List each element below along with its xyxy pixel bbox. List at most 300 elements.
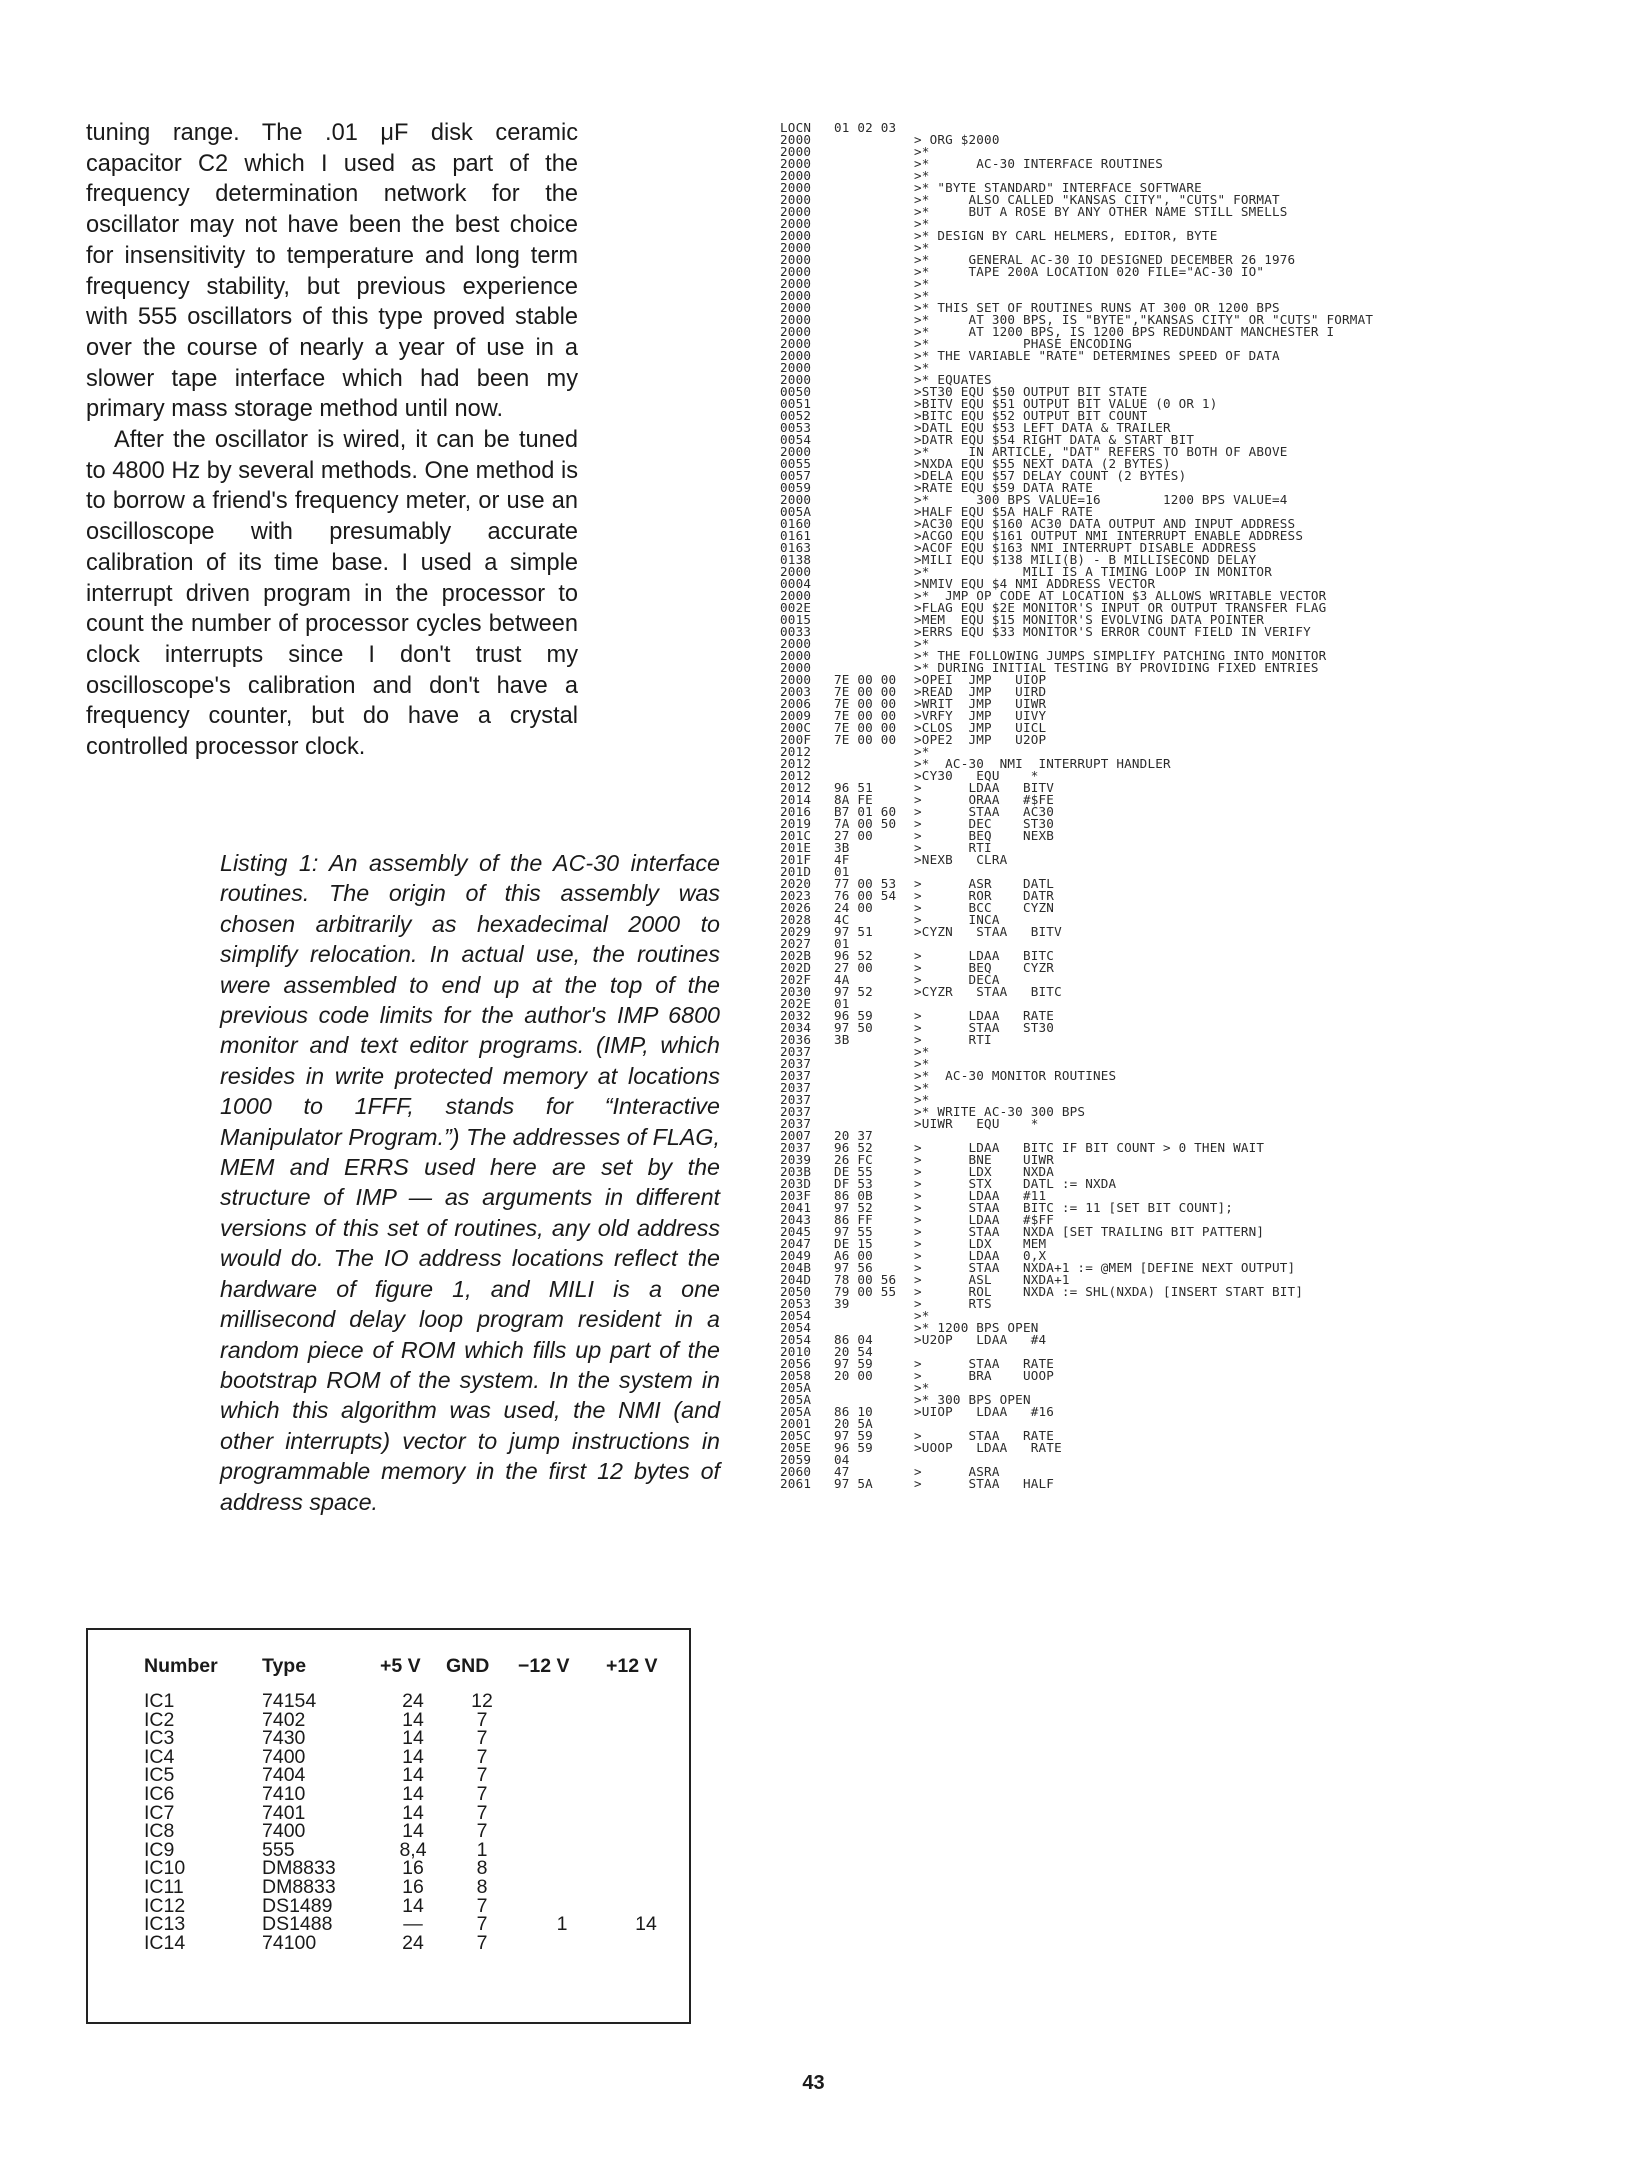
- header-plus12v: +12 V: [606, 1654, 658, 1677]
- ic-number: IC7: [144, 1801, 175, 1824]
- listing-opcodes: 7E 00 00: [834, 710, 897, 722]
- listing-source: > INCA: [914, 914, 1000, 926]
- listing-line: [780, 1214, 1600, 1226]
- listing-line: [780, 674, 1600, 686]
- listing-line: [780, 626, 1600, 638]
- listing-source: >*: [914, 638, 930, 650]
- table-row: [144, 1692, 686, 1711]
- listing-source: > LDAA BITC: [914, 950, 1055, 962]
- listing-opcodes: 86 FF: [834, 1214, 873, 1226]
- listing-address: 2000: [780, 194, 812, 206]
- listing-address: 2056: [780, 1358, 812, 1370]
- listing-source: >UIWR EQU *: [914, 1118, 1039, 1130]
- ic-minus12v: [518, 1822, 606, 1841]
- listing-source: >* 300 BPS OPEN: [914, 1394, 1031, 1406]
- listing-caption: Listing 1: An assembly of the AC-30 interface routines. The origin of this assembly was chosen arbitrarily as hexadecimal 2000 to simplify relocation. In actual use, the routines were assembled to end up at the top of the previous code limits for the author's IMP 6800 monitor and text editor programs. (IMP, which resides in write protected memory at locations 1000 to 1FFF, stands for “Interactive Manipulator Program.”) The addresses of FLAG, MEM and ERRS used here are set by the structure of IMP — as arguments in different versions of this set of routines, any old address would do. The IO address locations reflect the hardware of figure 1, and MILI is a one millisecond delay loop program resident in a random piece of ROM which fills up part of the bootstrap ROM of the system. In the system in which this algorithm was used, the NMI (and other interrupts) vector to jump instructions in programmable memory in the first 12 bytes of address space.: [220, 850, 720, 1515]
- listing-source: >* MILI IS A TIMING LOOP IN MONITOR: [914, 566, 1272, 578]
- listing-line: [780, 1310, 1600, 1322]
- listing-address: 2034: [780, 1022, 812, 1034]
- listing-source: > RTI: [914, 842, 992, 854]
- listing-source: >* EQUATES: [914, 374, 992, 386]
- ic-plus12v: [606, 1692, 686, 1711]
- listing-source: >*: [914, 218, 930, 230]
- ic-gnd: 7: [476, 1801, 488, 1824]
- listing-line: [780, 362, 1600, 374]
- listing-opcodes: 01: [834, 866, 850, 878]
- listing-source: >DELA EQU $57 DELAY COUNT (2 BYTES): [914, 470, 1187, 482]
- listing-source: >READ JMP UIRD: [914, 686, 1047, 698]
- listing-line: [780, 290, 1600, 302]
- listing-source: >* THE VARIABLE "RATE" DETERMINES SPEED OF DATA: [914, 350, 1280, 362]
- listing-line: [780, 1322, 1600, 1334]
- listing-line: [780, 1166, 1600, 1178]
- listing-opcodes: DE 55: [834, 1166, 873, 1178]
- listing-source: >*: [914, 1046, 930, 1058]
- listing-source: >DATL EQU $53 LEFT DATA & TRAILER: [914, 422, 1171, 434]
- listing-address: 005A: [780, 506, 812, 518]
- listing-address: 205E: [780, 1442, 812, 1454]
- listing-line: [780, 1430, 1600, 1442]
- listing-address: LOCN: [780, 122, 812, 134]
- listing-address: 2043: [780, 1214, 812, 1226]
- ic-number: IC1: [144, 1690, 175, 1712]
- listing-line: [780, 254, 1600, 266]
- listing-line: [780, 170, 1600, 182]
- listing-line: [780, 830, 1600, 842]
- listing-line: [780, 650, 1600, 662]
- listing-address: 2001: [780, 1418, 812, 1430]
- ic-number: IC9: [144, 1838, 175, 1861]
- listing-line: [780, 542, 1600, 554]
- listing-opcodes: 27 00: [834, 830, 873, 842]
- listing-address: 202F: [780, 974, 812, 986]
- ic-plus12v: [606, 1841, 686, 1860]
- listing-address: 2000: [780, 134, 812, 146]
- listing-source: > DEC ST30: [914, 818, 1055, 830]
- table-row: [144, 1934, 686, 1953]
- listing-line: [780, 926, 1600, 938]
- listing-source: >* "BYTE STANDARD" INTERFACE SOFTWARE: [914, 182, 1202, 194]
- ic-minus12v: 1: [556, 1913, 568, 1936]
- listing-address: 2000: [780, 350, 812, 362]
- listing-source: >*: [914, 1082, 930, 1094]
- listing-line: [780, 1358, 1600, 1370]
- listing-line: [780, 458, 1600, 470]
- listing-opcodes: 3B: [834, 842, 850, 854]
- ic-table-body: [144, 1692, 686, 1952]
- listing-source: > LDAA #$FF: [914, 1214, 1055, 1226]
- listing-line: [780, 1478, 1600, 1490]
- listing-address: 0055: [780, 458, 812, 470]
- listing-opcodes: 96 52: [834, 1142, 873, 1154]
- listing-line: [780, 1346, 1600, 1358]
- listing-opcodes: 7E 00 00: [834, 674, 897, 686]
- listing-line: [780, 206, 1600, 218]
- listing-source: >*: [914, 146, 930, 158]
- listing-source: >* WRITE AC-30 300 BPS: [914, 1106, 1086, 1118]
- ic-type: 7410: [262, 1782, 306, 1805]
- listing-line: [780, 866, 1600, 878]
- listing-source: >*: [914, 170, 930, 182]
- listing-address: 2000: [780, 158, 812, 170]
- listing-line: [780, 446, 1600, 458]
- listing-opcodes: 96 51: [834, 782, 873, 794]
- listing-address: 204D: [780, 1274, 812, 1286]
- listing-line: [780, 386, 1600, 398]
- listing-address: 200F: [780, 734, 812, 746]
- listing-address: 2000: [780, 674, 812, 686]
- listing-address: 2020: [780, 878, 812, 890]
- listing-address: 2054: [780, 1322, 812, 1334]
- listing-source: >U2OP LDAA #4: [914, 1334, 1047, 1346]
- listing-source: >* GENERAL AC-30 IO DESIGNED DECEMBER 26 1976: [914, 254, 1296, 266]
- ic-type: 7401: [262, 1801, 306, 1824]
- listing-source: > STAA NXDA+1 := @MEM [DEFINE NEXT OUTPUT]: [914, 1262, 1296, 1274]
- listing-source: >VRFY JMP UIVY: [914, 710, 1047, 722]
- body-paragraph-1: tuning range. The .01 μF disk ceramic capacitor C2 which I used as part of the frequency determination network for the oscillator may not have been the best choice for insensitivity to temperature and long term frequency stability, but previous experience with 555 oscillators of this type proved stable over the course of nearly a year of use in a slower tape interface which had been my primary mass storage method until now.: [86, 120, 578, 423]
- listing-address: 203B: [780, 1166, 812, 1178]
- ic-number: IC5: [144, 1764, 175, 1787]
- ic-gnd: 7: [476, 1764, 488, 1787]
- ic-plus12v: [606, 1711, 686, 1730]
- listing-address: 2047: [780, 1238, 812, 1250]
- ic-plus5v: 8,4: [399, 1838, 427, 1861]
- listing-line: [780, 734, 1600, 746]
- listing-address: 2000: [780, 218, 812, 230]
- listing-source: > LDAA #11: [914, 1190, 1047, 1202]
- listing-address: 2019: [780, 818, 812, 830]
- listing-line: [780, 350, 1600, 362]
- listing-address: 0054: [780, 434, 812, 446]
- listing-address: 204B: [780, 1262, 812, 1274]
- listing-address: 2030: [780, 986, 812, 998]
- ic-gnd: 8: [476, 1857, 488, 1880]
- table-row: [144, 1822, 686, 1841]
- listing-address: 2000: [780, 206, 812, 218]
- ic-type: DM8833: [262, 1857, 336, 1880]
- ic-plus12v: [606, 1766, 686, 1785]
- listing-line: [780, 1226, 1600, 1238]
- listing-source: >OPE2 JMP U2OP: [914, 734, 1047, 746]
- listing-address: 203D: [780, 1178, 812, 1190]
- listing-line: [780, 326, 1600, 338]
- listing-address: 2000: [780, 494, 812, 506]
- listing-source: >*: [914, 278, 930, 290]
- listing-line: [780, 158, 1600, 170]
- listing-address: 0160: [780, 518, 812, 530]
- listing-source: > BRA UOOP: [914, 1370, 1055, 1382]
- listing-line: [780, 554, 1600, 566]
- listing-source: > DECA: [914, 974, 1000, 986]
- listing-source: >* THE FOLLOWING JUMPS SIMPLIFY PATCHING INTO MONITOR: [914, 650, 1327, 662]
- listing-source: >* AT 1200 BPS, IS 1200 BPS REDUNDANT MANCHESTER I: [914, 326, 1335, 338]
- listing-address: 0033: [780, 626, 812, 638]
- listing-opcodes: 7E 00 00: [834, 698, 897, 710]
- listing-source: > STAA BITC := 11 [SET BIT COUNT];: [914, 1202, 1234, 1214]
- listing-line: [780, 1454, 1600, 1466]
- ic-type: 7404: [262, 1764, 306, 1787]
- listing-address: 0004: [780, 578, 812, 590]
- listing-address: 205A: [780, 1394, 812, 1406]
- listing-source: >*: [914, 746, 930, 758]
- listing-line: [780, 914, 1600, 926]
- header-number: Number: [144, 1654, 218, 1677]
- listing-address: 2000: [780, 326, 812, 338]
- listing-source: >* 1200 BPS OPEN: [914, 1322, 1039, 1334]
- listing-address: 2000: [780, 662, 812, 674]
- listing-source: > ROL NXDA := SHL(NXDA) [INSERT START BIT]: [914, 1286, 1304, 1298]
- listing-address: 202D: [780, 962, 812, 974]
- ic-number: IC13: [144, 1913, 186, 1936]
- listing-opcodes: 20 00: [834, 1370, 873, 1382]
- listing-address: 200C: [780, 722, 812, 734]
- ic-number: IC12: [144, 1894, 186, 1917]
- listing-address: 0051: [780, 398, 812, 410]
- listing-source: >CYZR STAA BITC: [914, 986, 1062, 998]
- ic-gnd: 8: [476, 1875, 488, 1898]
- table-row: [144, 1785, 686, 1804]
- listing-source: >*: [914, 1382, 930, 1394]
- listing-source: >*: [914, 1058, 930, 1070]
- listing-address: 2000: [780, 374, 812, 386]
- listing-address: 2054: [780, 1310, 812, 1322]
- listing-address: 2000: [780, 338, 812, 350]
- listing-address: 2027: [780, 938, 812, 950]
- page-number: 43: [802, 2072, 825, 2094]
- listing-line: [780, 1262, 1600, 1274]
- listing-opcodes: 24 00: [834, 902, 873, 914]
- listing-line: [780, 1382, 1600, 1394]
- listing-opcodes: 86 04: [834, 1334, 873, 1346]
- ic-type: 7400: [262, 1820, 306, 1843]
- listing-address: 2000: [780, 230, 812, 242]
- listing-line: [780, 146, 1600, 158]
- ic-plus5v: 14: [402, 1745, 424, 1768]
- listing-opcodes: 4A: [834, 974, 850, 986]
- listing-address: 2054: [780, 1334, 812, 1346]
- listing-line: [780, 302, 1600, 314]
- listing-source: >*: [914, 242, 930, 254]
- listing-source: >MILI EQU $138 MILI(B) - B MILLISECOND DELAY: [914, 554, 1257, 566]
- listing-opcodes: 39: [834, 1298, 850, 1310]
- listing-source: >CYZN STAA BITV: [914, 926, 1062, 938]
- body-text-column: [86, 118, 578, 763]
- listing-address: 2000: [780, 638, 812, 650]
- listing-opcodes: 3B: [834, 1034, 850, 1046]
- listing-address: 205A: [780, 1382, 812, 1394]
- header-type: Type: [262, 1654, 307, 1677]
- ic-number: IC11: [144, 1875, 184, 1898]
- listing-address: 205C: [780, 1430, 812, 1442]
- listing-address: 2010: [780, 1346, 812, 1358]
- listing-source: > BEQ NEXB: [914, 830, 1055, 842]
- ic-plus5v: 14: [402, 1782, 424, 1805]
- listing-address: 2061: [780, 1478, 812, 1490]
- listing-opcodes: 97 52: [834, 1202, 873, 1214]
- ic-gnd: 7: [476, 1931, 488, 1954]
- listing-source: >* IN ARTICLE, "DAT" REFERS TO BOTH OF ABOVE: [914, 446, 1288, 458]
- listing-address: 0163: [780, 542, 812, 554]
- listing-opcodes: 8A FE: [834, 794, 873, 806]
- ic-gnd: 7: [476, 1708, 488, 1731]
- listing-line: [780, 962, 1600, 974]
- listing-address: 2036: [780, 1034, 812, 1046]
- listing-source: > LDAA RATE: [914, 1010, 1055, 1022]
- listing-line: [780, 578, 1600, 590]
- listing-address: 2028: [780, 914, 812, 926]
- ic-gnd: 7: [476, 1913, 488, 1936]
- listing-opcodes: 20 5A: [834, 1418, 873, 1430]
- listing-source: >UOOP LDAA RATE: [914, 1442, 1062, 1454]
- listing-line: [780, 890, 1600, 902]
- listing-address: 205A: [780, 1406, 812, 1418]
- listing-address: 2012: [780, 758, 812, 770]
- listing-line: [780, 602, 1600, 614]
- ic-plus12v: [606, 1859, 686, 1878]
- listing-address: 2050: [780, 1286, 812, 1298]
- listing-source: >*: [914, 1094, 930, 1106]
- listing-source: >* AC-30 NMI INTERRUPT HANDLER: [914, 758, 1171, 770]
- listing-line: [780, 338, 1600, 350]
- listing-address: 2000: [780, 650, 812, 662]
- listing-line: [780, 950, 1600, 962]
- listing-line: [780, 1274, 1600, 1286]
- listing-source: >ACGO EQU $161 OUTPUT NMI INTERRUPT ENABLE ADDRESS: [914, 530, 1304, 542]
- listing-line: [780, 806, 1600, 818]
- listing-address: 2000: [780, 170, 812, 182]
- listing-opcodes: 97 50: [834, 1022, 873, 1034]
- listing-opcodes: 7E 00 00: [834, 686, 897, 698]
- listing-line: [780, 710, 1600, 722]
- listing-address: 2000: [780, 566, 812, 578]
- ic-type: 74100: [262, 1931, 317, 1954]
- listing-opcodes: 97 59: [834, 1358, 873, 1370]
- ic-type: 7400: [262, 1745, 306, 1768]
- listing-line: [780, 854, 1600, 866]
- listing-source: >NMIV EQU $4 NMI ADDRESS VECTOR: [914, 578, 1156, 590]
- ic-type: 7430: [262, 1727, 306, 1750]
- listing-line: [780, 1082, 1600, 1094]
- listing-source: > ASRA: [914, 1466, 1000, 1478]
- listing-opcodes: 4F: [834, 854, 850, 866]
- listing-source: > LDX MEM: [914, 1238, 1047, 1250]
- listing-source: > ORAA #$FE: [914, 794, 1055, 806]
- ic-minus12v: [518, 1878, 606, 1897]
- listing-source: >ST30 EQU $50 OUTPUT BIT STATE: [914, 386, 1148, 398]
- listing-address: 0052: [780, 410, 812, 422]
- listing-address: 2000: [780, 590, 812, 602]
- ic-plus12v: [606, 1822, 686, 1841]
- listing-line: [780, 662, 1600, 674]
- listing-source: >* TAPE 200A LOCATION 020 FILE="AC-30 IO": [914, 266, 1265, 278]
- listing-line: [780, 1466, 1600, 1478]
- ic-gnd: 7: [476, 1894, 488, 1917]
- listing-source: >*: [914, 1310, 930, 1322]
- listing-line: [780, 1442, 1600, 1454]
- listing-address: 2014: [780, 794, 812, 806]
- header-plus5v: +5 V: [380, 1654, 421, 1677]
- header-minus12v: −12 V: [518, 1654, 570, 1677]
- table-row: [144, 1729, 686, 1748]
- listing-line: [780, 242, 1600, 254]
- listing-line: [780, 134, 1600, 146]
- listing-line: [780, 770, 1600, 782]
- listing-address: 2000: [780, 266, 812, 278]
- listing-address: 2029: [780, 926, 812, 938]
- listing-opcodes: 01 02 03: [834, 122, 897, 134]
- listing-line: [780, 1094, 1600, 1106]
- listing-address: 2000: [780, 182, 812, 194]
- listing-source: > STAA HALF: [914, 1478, 1055, 1490]
- listing-source: >* JMP OP CODE AT LOCATION $3 ALLOWS WRITABLE VECTOR: [914, 590, 1327, 602]
- listing-source: > ORG $2000: [914, 134, 1000, 146]
- listing-line: [780, 878, 1600, 890]
- listing-address: 2049: [780, 1250, 812, 1262]
- ic-gnd: 1: [476, 1838, 488, 1861]
- ic-plus12v: [606, 1878, 686, 1897]
- listing-line: [780, 1130, 1600, 1142]
- ic-gnd: 7: [476, 1745, 488, 1768]
- listing-line: [780, 698, 1600, 710]
- listing-line: [780, 902, 1600, 914]
- listing-address: 2053: [780, 1298, 812, 1310]
- listing-address: 2037: [780, 1058, 812, 1070]
- listing-opcodes: 97 51: [834, 926, 873, 938]
- listing-source: > ROR DATR: [914, 890, 1055, 902]
- listing-line: [780, 1202, 1600, 1214]
- listing-source: >* AT 300 BPS, IS "BYTE","KANSAS CITY" OR "CUTS" FORMAT: [914, 314, 1374, 326]
- listing-address: 2037: [780, 1142, 812, 1154]
- ic-gnd: 7: [476, 1782, 488, 1805]
- ic-number: IC3: [144, 1727, 175, 1750]
- ic-number: IC4: [144, 1745, 175, 1768]
- listing-source: >UIOP LDAA #16: [914, 1406, 1055, 1418]
- listing-source: >ACOF EQU $163 NMI INTERRUPT DISABLE ADDRESS: [914, 542, 1257, 554]
- listing-source: >CY30 EQU *: [914, 770, 1039, 782]
- listing-address: 2000: [780, 254, 812, 266]
- listing-source: >* AC-30 INTERFACE ROUTINES: [914, 158, 1164, 170]
- listing-line: [780, 1034, 1600, 1046]
- listing-source: > LDAA BITV: [914, 782, 1055, 794]
- listing-address: 2023: [780, 890, 812, 902]
- listing-address: 2006: [780, 698, 812, 710]
- listing-source: >* AC-30 MONITOR ROUTINES: [914, 1070, 1117, 1082]
- listing-source: > STAA ST30: [914, 1022, 1055, 1034]
- listing-address: 0053: [780, 422, 812, 434]
- listing-line: [780, 1142, 1600, 1154]
- listing-source: > RTI: [914, 1034, 992, 1046]
- ic-power-table: [86, 1628, 691, 2024]
- listing-address: 2037: [780, 1070, 812, 1082]
- listing-source: >DATR EQU $54 RIGHT DATA & START BIT: [914, 434, 1195, 446]
- ic-number: IC8: [144, 1820, 175, 1843]
- ic-minus12v: [518, 1692, 606, 1711]
- listing-source: > STX DATL := NXDA: [914, 1178, 1117, 1190]
- listing-line: [780, 266, 1600, 278]
- listing-line: [780, 1238, 1600, 1250]
- listing-line: [780, 1118, 1600, 1130]
- listing-address: 2016: [780, 806, 812, 818]
- ic-minus12v: [518, 1841, 606, 1860]
- table-row: [144, 1915, 686, 1934]
- listing-source: >* DURING INITIAL TESTING BY PROVIDING FIXED ENTRIES: [914, 662, 1319, 674]
- ic-type: DM8833: [262, 1875, 336, 1898]
- ic-number: IC6: [144, 1782, 175, 1805]
- listing-address: 2039: [780, 1154, 812, 1166]
- listing-address: 201E: [780, 842, 812, 854]
- listing-line: [780, 1406, 1600, 1418]
- ic-gnd: 12: [471, 1690, 493, 1712]
